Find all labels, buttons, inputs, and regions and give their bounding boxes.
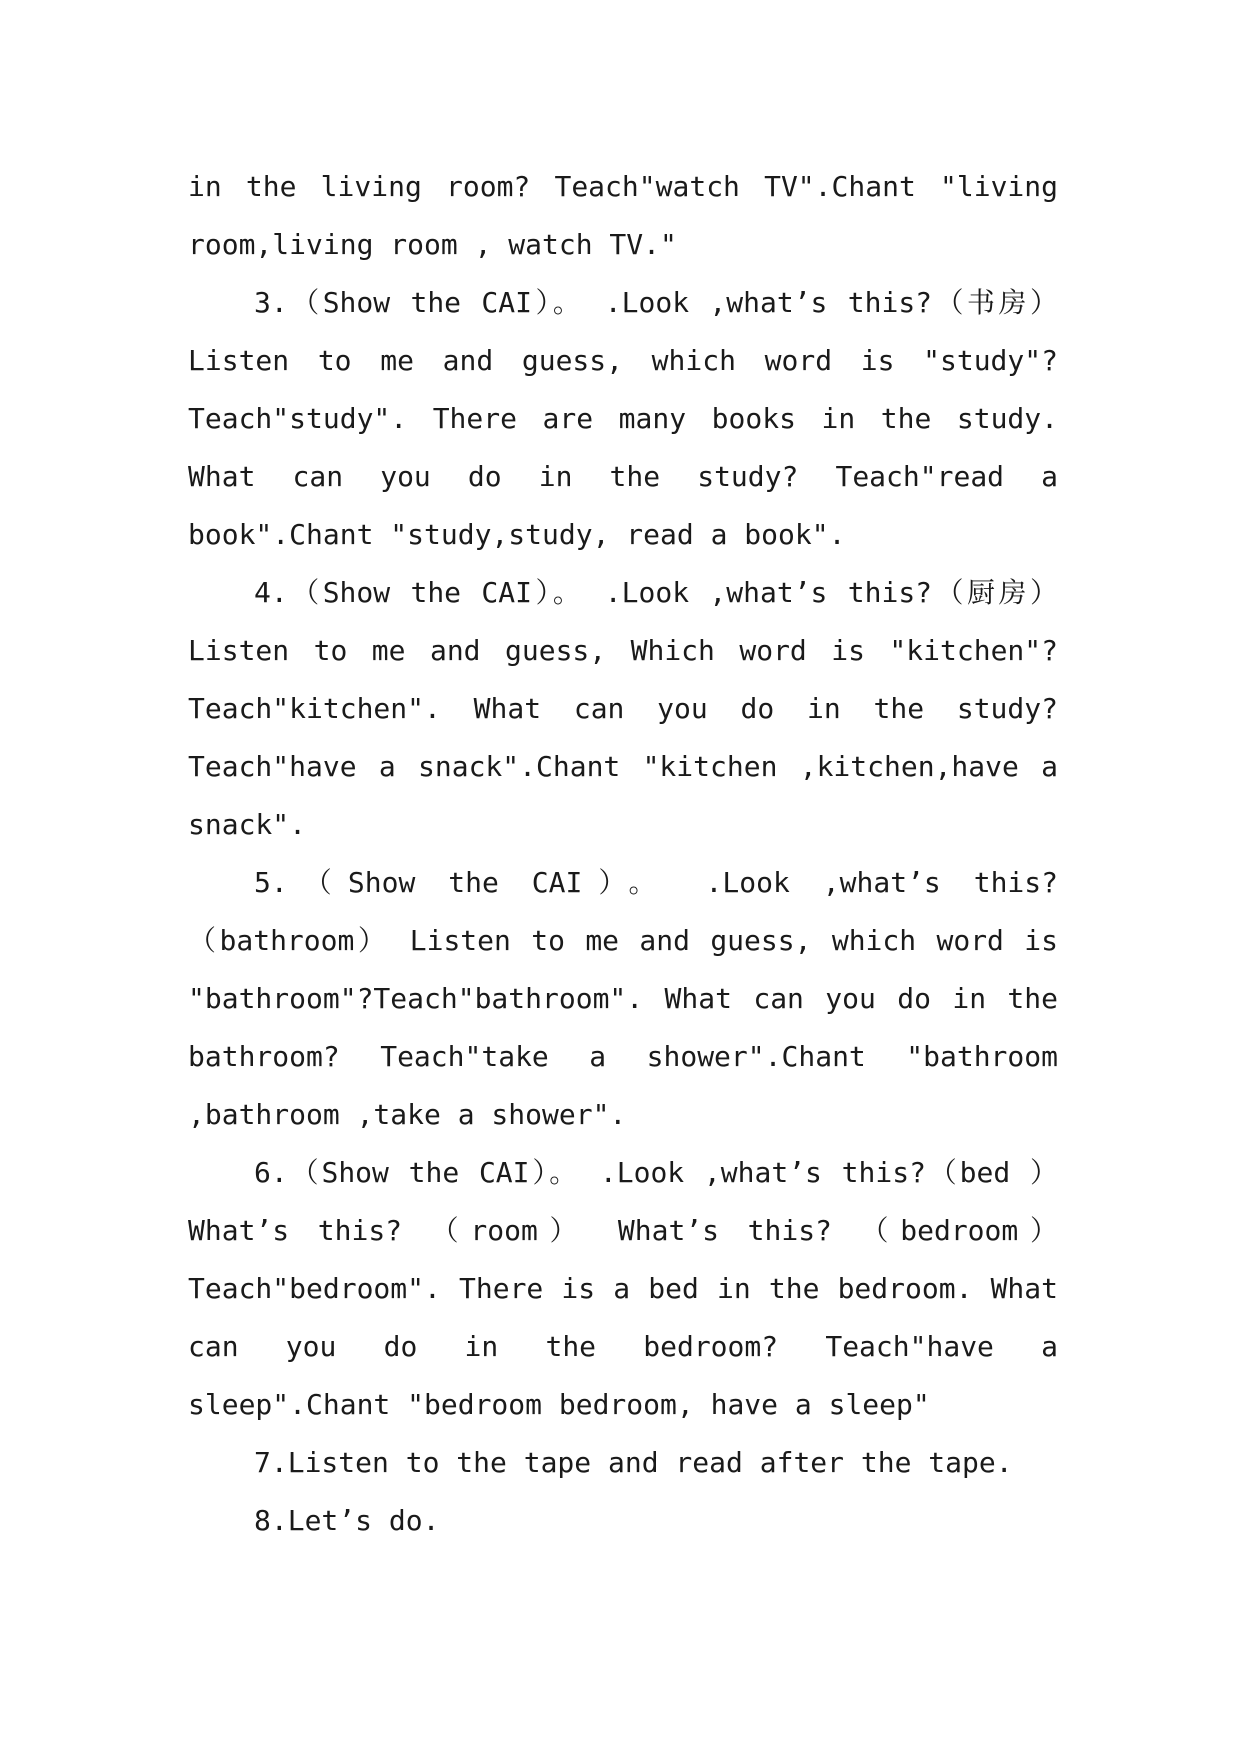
paragraph-step-8-lets-do: 8.Let’s do. [254, 1504, 440, 1537]
paragraph-living-room-continuation: in the living room? Teach"watch TV".Chant "living room,living room , watch TV." [188, 170, 1058, 261]
document-body [188, 158, 1058, 1550]
paragraph-step-6-bedroom: 6.（Show the CAI）。 .Look ,what’s this?（bed ） What’s this? （room） What’s this? （bedroom） Teach"bedroom". There is a bed in the bedroom. What can you do in the bedroom? Teach"have a sleep".Chant "bedroom bedroom, have a sleep" [188, 1156, 1058, 1421]
paragraph-step-4-kitchen: 4.（Show the CAI）。 .Look ,what’s this?（厨房） Listen to me and guess, Which word is "kitchen"?Teach"kitchen". What can you do in the study? Teach"have a snack".Chant "kitchen ,kitchen,have a snack". [188, 576, 1058, 841]
paragraph-step-3-study: 3.（Show the CAI）。 .Look ,what’s this?（书房） Listen to me and guess, which word is "study"?Teach"study". There are many books in the study. What can you do in the study? Teach"read a book".Chant "study,study, read a book". [188, 286, 1058, 551]
paragraph-step-7-listen: 7.Listen to the tape and read after the tape. [254, 1446, 1013, 1479]
paragraph-step-5-bathroom: 5.（Show the CAI）。 .Look ,what’s this?（bathroom） Listen to me and guess, which word is "bathroom"?Teach"bathroom". What can you do in the bathroom? Teach"take a shower".Chant "bathroom ,bathroom ,take a shower". [188, 866, 1058, 1131]
